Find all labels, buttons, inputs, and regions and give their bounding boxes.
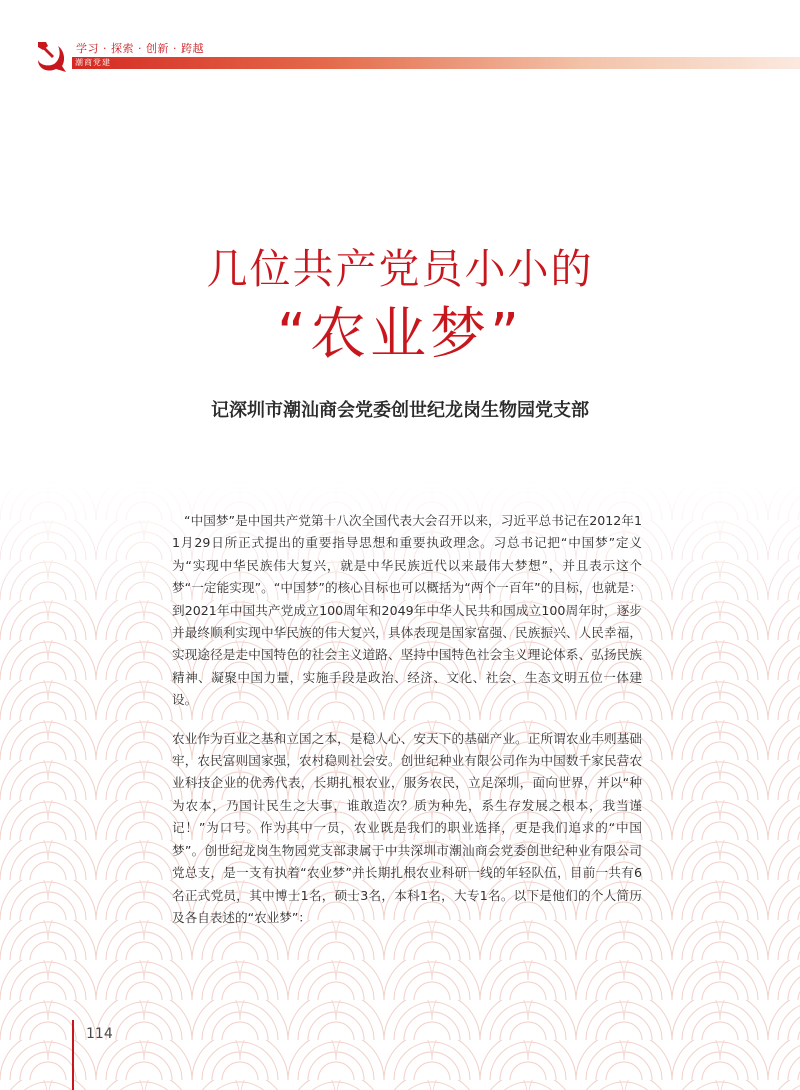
section-tag: 潮商党建 <box>75 58 111 67</box>
article-title-highlight: “农业梦” <box>276 302 524 367</box>
page-number: 114 <box>86 1026 113 1042</box>
article-body <box>172 510 642 945</box>
paragraph: 农业作为百业之基和立国之本，是稳人心、安天下的基础产业。正所谓农业丰则基础牢，农民富则国家强，农村稳则社会安。创世纪种业有限公司作为中国数千家民营农业科技企业的优秀代表，长期扎根农业，服务农民，立足深圳，面向世界，并以“种为农本，乃国计民生之大事，谁敢造次？质为种先，系生存发展之根本，我当谨记！”为口号。作为其中一员，农业既是我们的职业选择，更是我们追求的“中国梦”。创世纪龙岗生物园党支部隶属于中共深圳市潮汕商会党委创世纪种业有限公司党总支，是一支有执着“农业梦”并长期扎根农业科研一线的年轻队伍，目前一共有6名正式党员，其中博士1名，硕士3名，本科1名，大专1名。以下是他们的个人简历及各自表述的“农业梦”： <box>172 730 642 925</box>
article-title: 几位共产党员小小的 <box>206 245 594 293</box>
party-emblem-icon <box>34 38 70 74</box>
page-header <box>0 0 800 80</box>
header-bar <box>72 57 800 69</box>
header-slogan: 学习 · 探索 · 创新 · 跨越 <box>76 42 204 55</box>
paragraph: “中国梦”是中国共产党第十八次全国代表大会召开以来，习近平总书记在2012年11月29日所正式提出的重要指导思想和重要执政理念。习总书记把“中国梦”定义为“实现中华民族伟大复兴，就是中华民族近代以来最伟大梦想”，并且表示这个梦“一定能实现”。“中国梦”的核心目标也可以概括为“两个一百年”的目标，也就是：到2021年中国共产党成立100周年和2049年中华人民共和国成立100周年时，逐步并最终顺利实现中华民族的伟大复兴，具体表现是国家富强、民族振兴、人民幸福，实现途径是走中国特色的社会主义道路、坚持中国特色社会主义理论体系、弘扬民族精神、凝聚中国力量，实施手段是政治、经济、文化、社会、生态文明五位一体建设。 <box>172 513 642 708</box>
page-number-rule <box>72 1020 74 1090</box>
article-subtitle: 记深圳市潮汕商会党委创世纪龙岗生物园党支部 <box>211 400 589 421</box>
